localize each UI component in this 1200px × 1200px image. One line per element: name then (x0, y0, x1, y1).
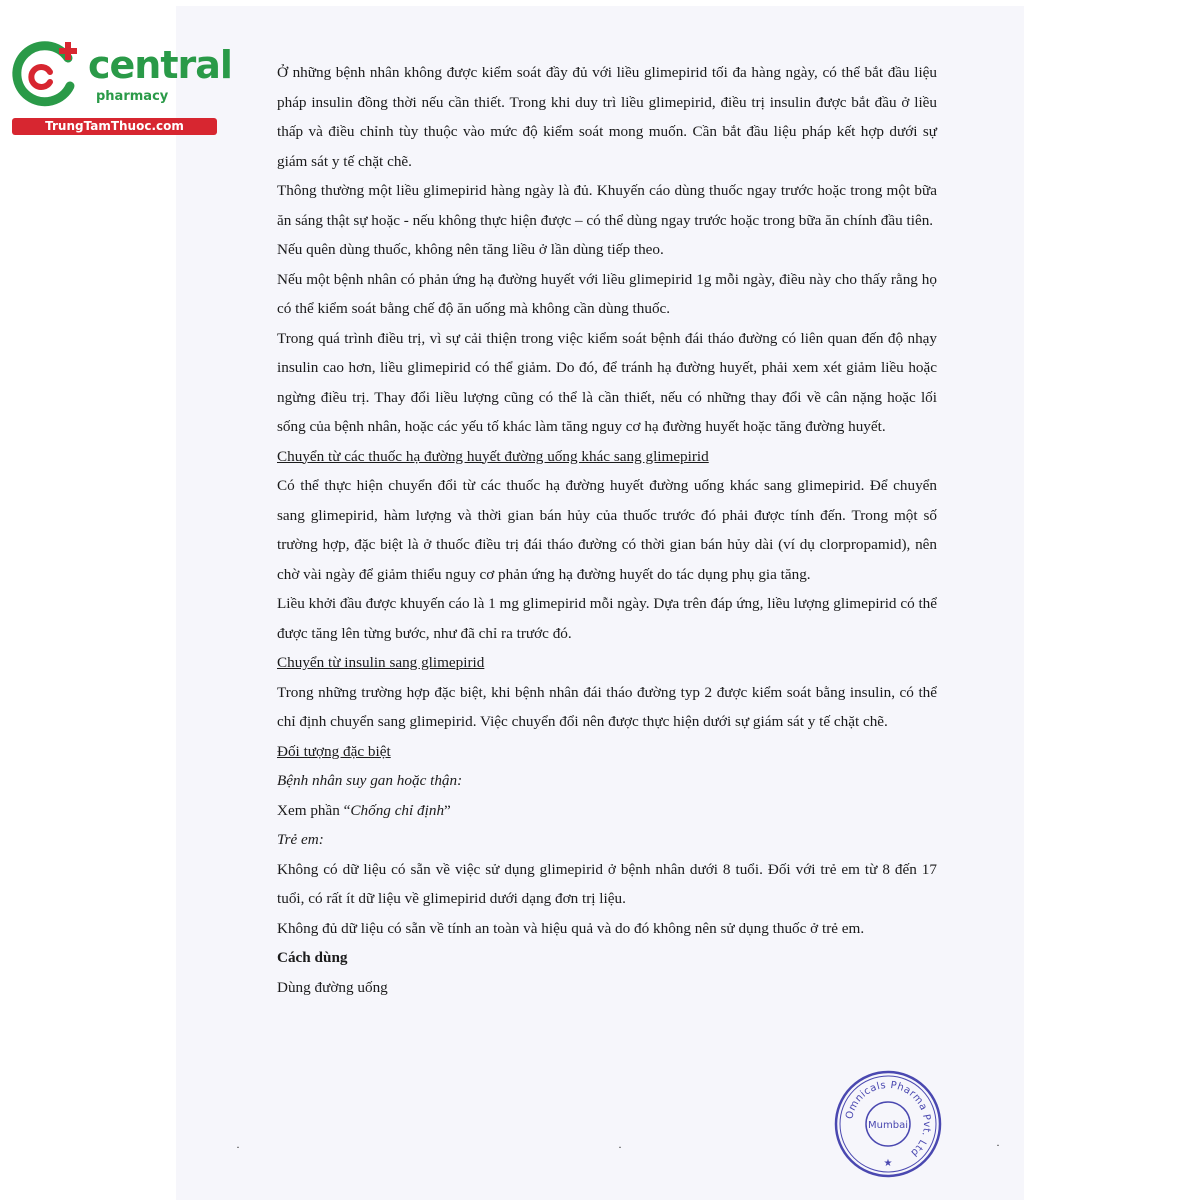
paragraph: Trong những trường hợp đặc biệt, khi bệnh nhân đái tháo đường typ 2 được kiểm soát bằng insulin, có thể chỉ định chuyển sang glimepirid. Việc chuyển đổi nên được thực hiện dưới sự giám sát y tế chặt chẽ. (277, 683, 937, 730)
paragraph: Thông thường một liều glimepirid hàng ngày là đủ. Khuyến cáo dùng thuốc ngay trước hoặc trong một bữa ăn sáng thật sự hoặc - nếu không thực hiện được – có thể dùng ngay trước hoặc trong bữa ăn chính đầu tiên. (277, 182, 937, 229)
paragraph: Có thể thực hiện chuyển đổi từ các thuốc hạ đường huyết đường uống khác sang glimepirid. Để chuyển sang glimepirid, hàm lượng và thời gian bán hủy của thuốc trước đó phải được tính đến. Trong một số trường hợp, đặc biệt là ở thuốc điều trị đái tháo đường có thời gian bán hủy dài (ví dụ clorpropamid), nên chờ vài ngày để giảm thiểu nguy cơ phản ứng hạ đường huyết do tác dụng phụ gia tăng. (277, 477, 937, 583)
section-heading: Chuyển từ insulin sang glimepirid (277, 654, 485, 671)
logo-website[interactable]: TrungTamThuoc.com (12, 118, 217, 135)
subsection-label: Trẻ em: (277, 831, 324, 848)
subsection-label: Bệnh nhân suy gan hoặc thận: (277, 772, 463, 789)
logo-subtitle: pharmacy (96, 89, 169, 104)
brand-logo[interactable] (8, 38, 232, 138)
svg-text:★: ★ (883, 1158, 893, 1169)
scan-mark: · (618, 1140, 622, 1154)
paragraph: Trong quá trình điều trị, vì sự cải thiện trong việc kiểm soát bệnh đái tháo đường có liên quan đến độ nhạy insulin cao hơn, liều glimepirid có thể giảm. Do đó, để tránh hạ đường huyết, phải xem xét giảm liều hoặc ngừng điều trị. Thay đổi liều lượng cũng có thể là cần thiết, nếu có những thay đổi về cân nặng hoặc lối sống của bệnh nhân, hoặc các yếu tố khác làm tăng nguy cơ hạ đường huyết hoặc tăng đường huyết. (277, 329, 937, 435)
paragraph: Không đủ dữ liệu có sẵn về tính an toàn và hiệu quả và do đó không nên sử dụng thuốc ở trẻ em. (277, 919, 865, 937)
section-title: Cách dùng (277, 949, 348, 966)
company-stamp (832, 1068, 944, 1180)
emphasis: Chống chỉ định (350, 801, 445, 819)
stamp-center-text: Mumbai (868, 1120, 908, 1131)
paragraph: Xem phần “Chống chỉ định” (277, 801, 451, 819)
paragraph: Không có dữ liệu có sẵn về việc sử dụng glimepirid ở bệnh nhân dưới 8 tuổi. Đối với trẻ em từ 8 đến 17 tuổi, có rất ít dữ liệu về glimepirid dưới dạng đơn trị liệu. (277, 860, 937, 907)
paragraph: Nếu một bệnh nhân có phản ứng hạ đường huyết với liều glimepirid 1g mỗi ngày, điều này cho thấy rằng họ có thể kiểm soát bằng chế độ ăn uống mà không cần dùng thuốc. (277, 270, 937, 317)
document-body (277, 58, 937, 1002)
paragraph: Ở những bệnh nhân không được kiểm soát đầy đủ với liều glimepirid tối đa hàng ngày, có thể bắt đầu liệu pháp insulin đồng thời nếu cần thiết. Trong khi duy trì liều glimepirid, điều trị insulin được bắt đầu ở liều thấp và điều chỉnh tùy thuộc vào mức độ kiểm soát mong muốn. Cần bắt đầu liệu pháp kết hợp dưới sự giám sát y tế chặt chẽ. (277, 64, 937, 170)
paragraph: Liều khởi đầu được khuyến cáo là 1 mg glimepirid mỗi ngày. Dựa trên đáp ứng, liều lượng glimepirid có thể được tăng lên từng bước, như đã chỉ ra trước đó. (277, 595, 938, 642)
logo-name: central (88, 43, 232, 87)
section-heading: Đối tượng đặc biệt (277, 742, 391, 760)
scan-mark: · (996, 1138, 1000, 1152)
stamp-ring-text: Omnicals Pharma Pvt. Ltd (844, 1079, 933, 1159)
paragraph: Nếu quên dùng thuốc, không nên tăng liều ở lần dùng tiếp theo. (277, 241, 664, 258)
central-pharmacy-logo-icon (10, 38, 82, 110)
paragraph: Dùng đường uống (277, 978, 388, 996)
section-heading: Chuyển từ các thuốc hạ đường huyết đường uống khác sang glimepirid (277, 447, 709, 465)
scan-mark: · (236, 1140, 240, 1154)
